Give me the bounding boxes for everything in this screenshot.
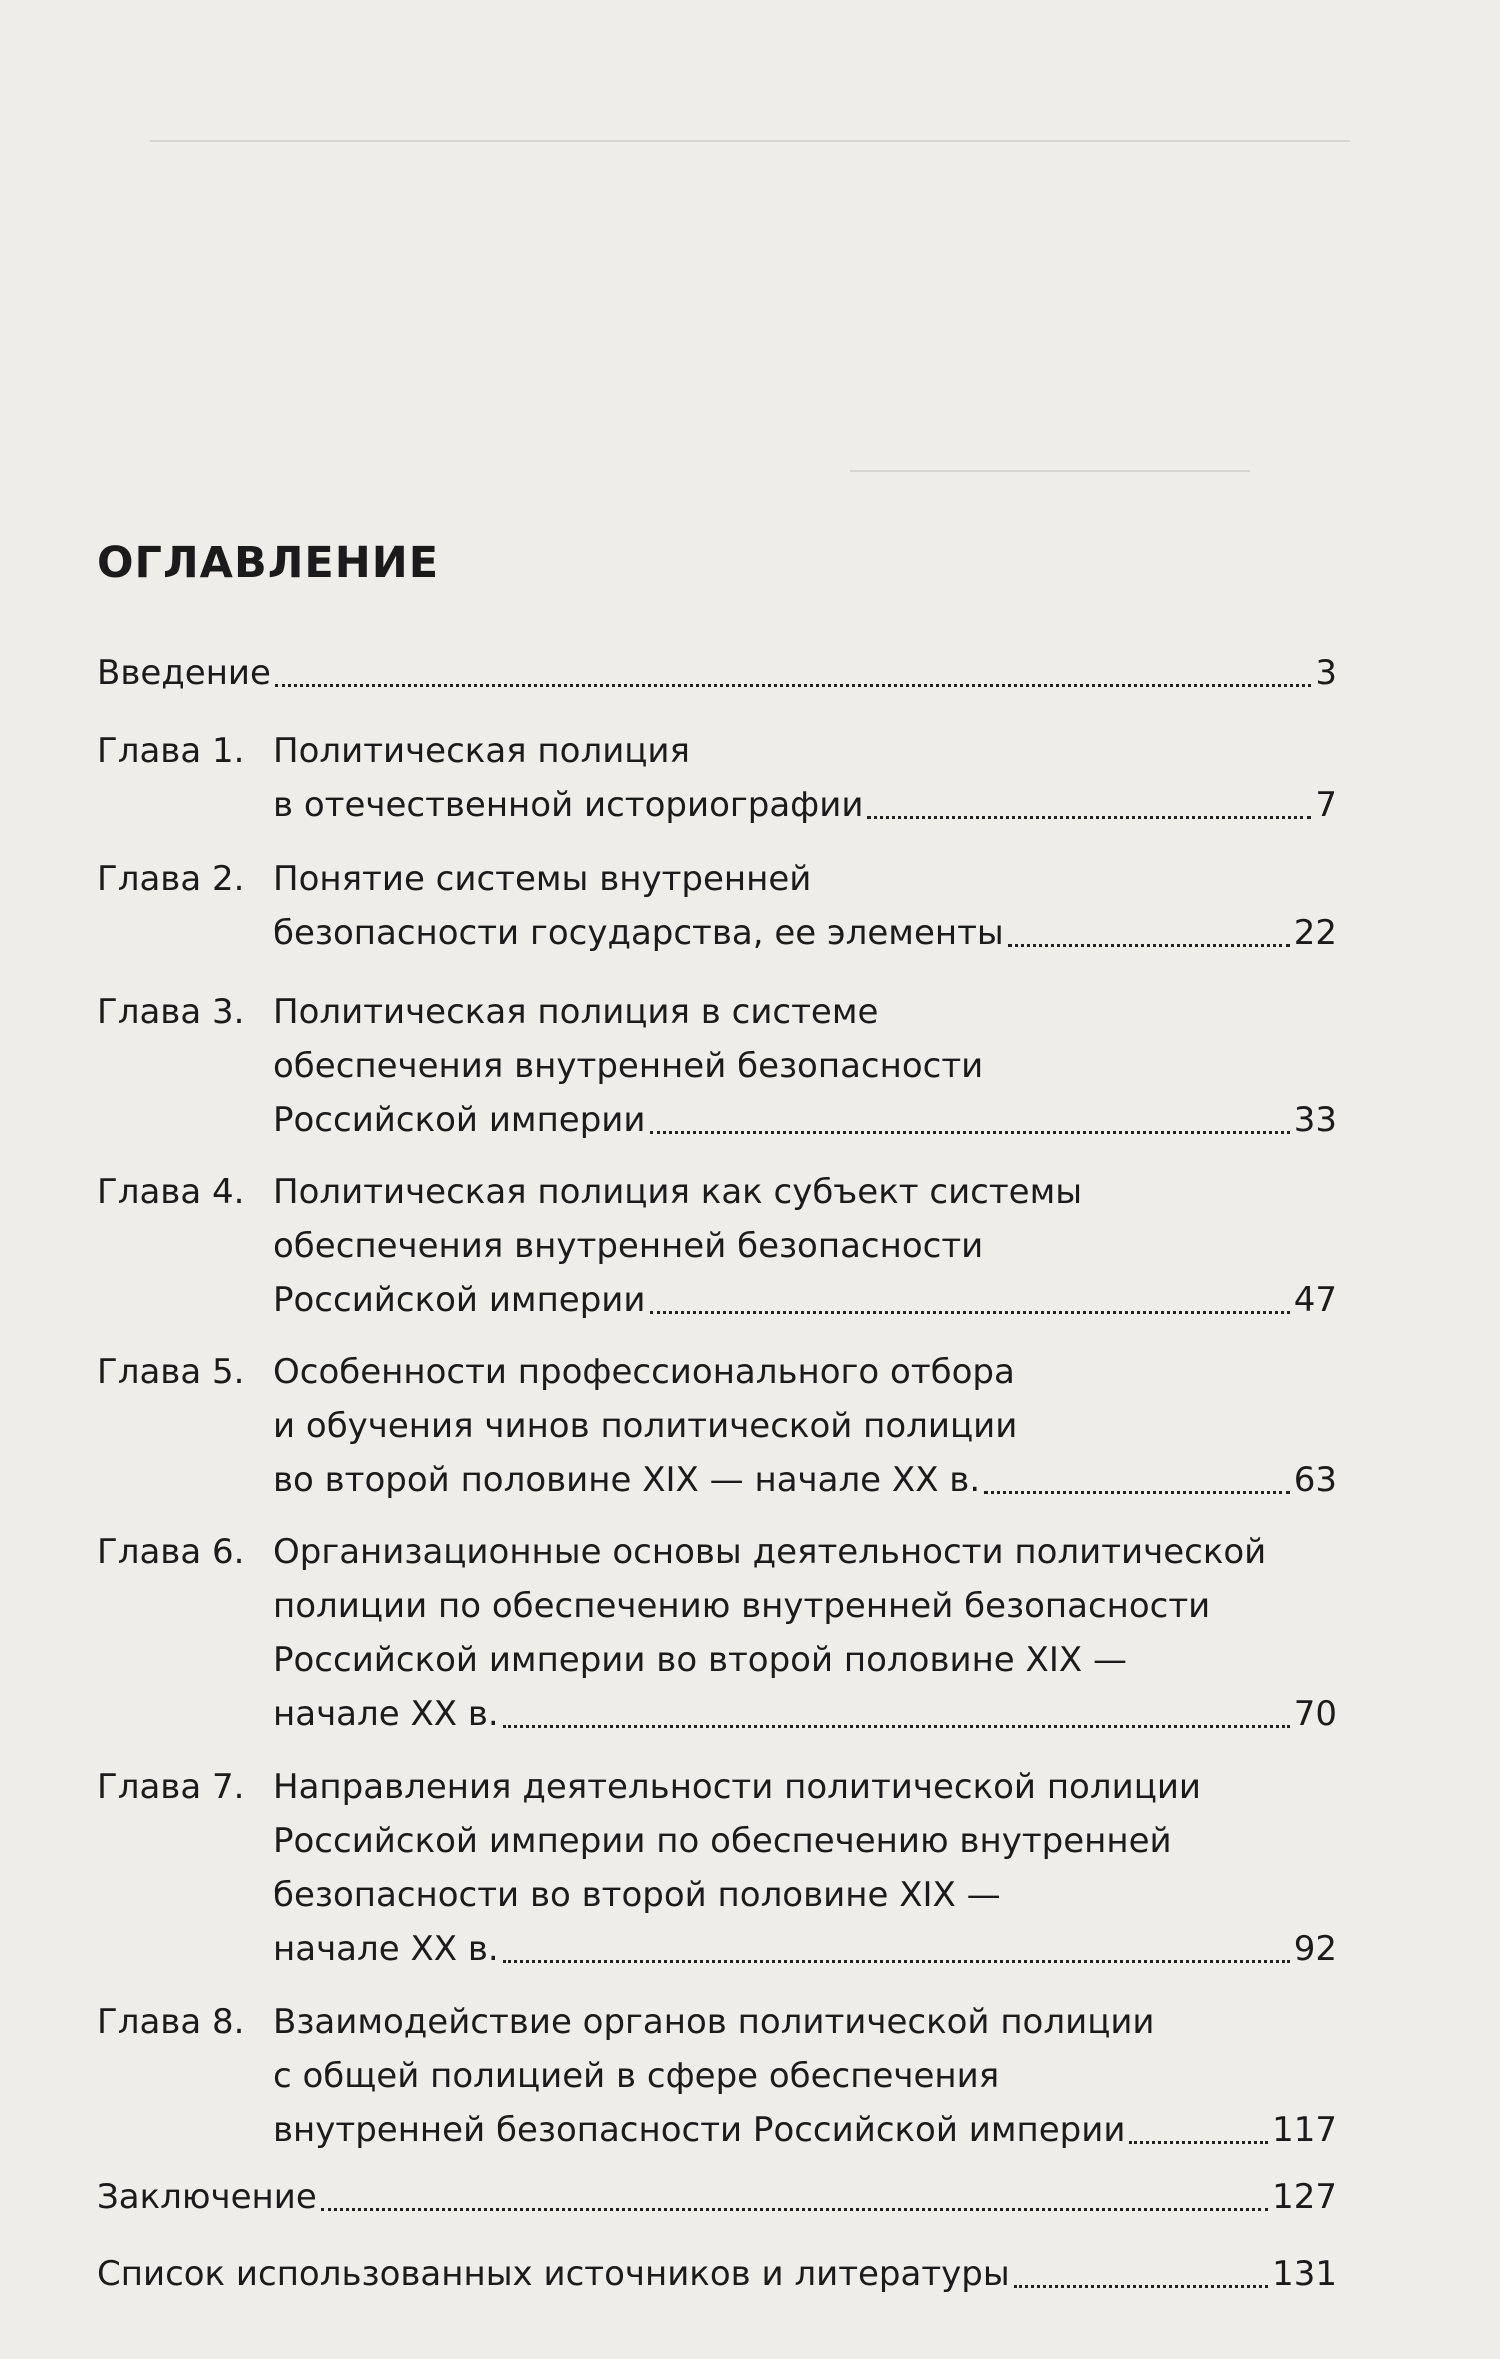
- entry-title-line: безопасности во второй половине XIX —: [273, 1875, 1001, 1915]
- entry-title-line: Взаимодействие органов политической полиции: [273, 2002, 1155, 2042]
- entry-title-line: Российской империи во второй половине XIX —: [273, 1640, 1127, 1680]
- chapter-number: Глава 8.: [97, 2002, 245, 2042]
- chapter-number: Глава 4.: [97, 1172, 245, 1212]
- entry-title-line: Российской империи: [273, 1100, 646, 1140]
- chapter-number: Глава 2.: [97, 859, 245, 899]
- entry-title-line: начале XX в.: [273, 1694, 499, 1734]
- dot-leader: [1129, 2141, 1268, 2144]
- entry-title-line: Понятие системы внутренней: [273, 859, 812, 899]
- dot-leader: [503, 1725, 1290, 1728]
- entry-title-line: с общей полицией в сфере обеспечения: [273, 2056, 1000, 2096]
- entry-title-line: безопасности государства, ее элементы: [273, 913, 1004, 953]
- entry-title-line: начале XX в.: [273, 1929, 499, 1969]
- chapter-number: Глава 3.: [97, 992, 245, 1032]
- dot-leader: [650, 1131, 1290, 1134]
- entry-title-line: Российской империи по обеспечению внутренней: [273, 1821, 1172, 1861]
- chapter-number: Глава 5.: [97, 1352, 245, 1392]
- entry-title-line: Особенности профессионального отбора: [273, 1352, 1015, 1392]
- dot-leader: [275, 684, 1311, 687]
- dot-leader: [503, 1960, 1290, 1963]
- entry-title-line: Политическая полиция в системе: [273, 992, 879, 1032]
- dot-leader: [650, 1311, 1290, 1314]
- entry-title-line: Список использованных источников и литературы: [97, 2254, 1010, 2294]
- entry-title-line: Введение: [97, 653, 271, 693]
- page-number: 92: [1293, 1929, 1337, 1969]
- page-title: ОГЛАВЛЕНИЕ: [97, 538, 440, 588]
- entry-title-line: во второй половине XIX — начале XX в.: [273, 1460, 981, 1500]
- entry-title-line: полиции по обеспечению внутренней безопасности: [273, 1586, 1211, 1626]
- page-number: 63: [1293, 1460, 1337, 1500]
- entry-title-line: и обучения чинов политической полиции: [273, 1406, 1018, 1446]
- dot-leader: [1014, 2285, 1268, 2288]
- page-number: 22: [1293, 913, 1337, 953]
- entry-title-line: Заключение: [97, 2177, 317, 2217]
- chapter-number: Глава 1.: [97, 731, 245, 771]
- dot-leader: [867, 816, 1311, 819]
- page-number: 117: [1272, 2110, 1337, 2150]
- page-number: 131: [1272, 2254, 1337, 2294]
- entry-title-line: внутренней безопасности Российской империи: [273, 2110, 1126, 2150]
- entry-title-line: обеспечения внутренней безопасности: [273, 1226, 984, 1266]
- entry-title-line: Политическая полиция: [273, 731, 690, 771]
- page-number: 7: [1315, 785, 1337, 825]
- page-number: 3: [1315, 653, 1337, 693]
- page-number: 127: [1272, 2177, 1337, 2217]
- entry-title-line: Российской империи: [273, 1280, 646, 1320]
- entry-title-line: обеспечения внутренней безопасности: [273, 1046, 984, 1086]
- chapter-number: Глава 6.: [97, 1532, 245, 1572]
- dot-leader: [321, 2208, 1268, 2211]
- page-number: 33: [1293, 1100, 1337, 1140]
- entry-title-line: Политическая полиция как субъект системы: [273, 1172, 1083, 1212]
- chapter-number: Глава 7.: [97, 1767, 245, 1807]
- entry-title-line: Направления деятельности политической полиции: [273, 1767, 1202, 1807]
- dot-leader: [1008, 944, 1290, 947]
- entry-title-line: Организационные основы деятельности политической: [273, 1532, 1267, 1572]
- entry-title-line: в отечественной историографии: [273, 785, 864, 825]
- page-number: 47: [1293, 1280, 1337, 1320]
- dot-leader: [984, 1491, 1290, 1494]
- page-number: 70: [1293, 1694, 1337, 1734]
